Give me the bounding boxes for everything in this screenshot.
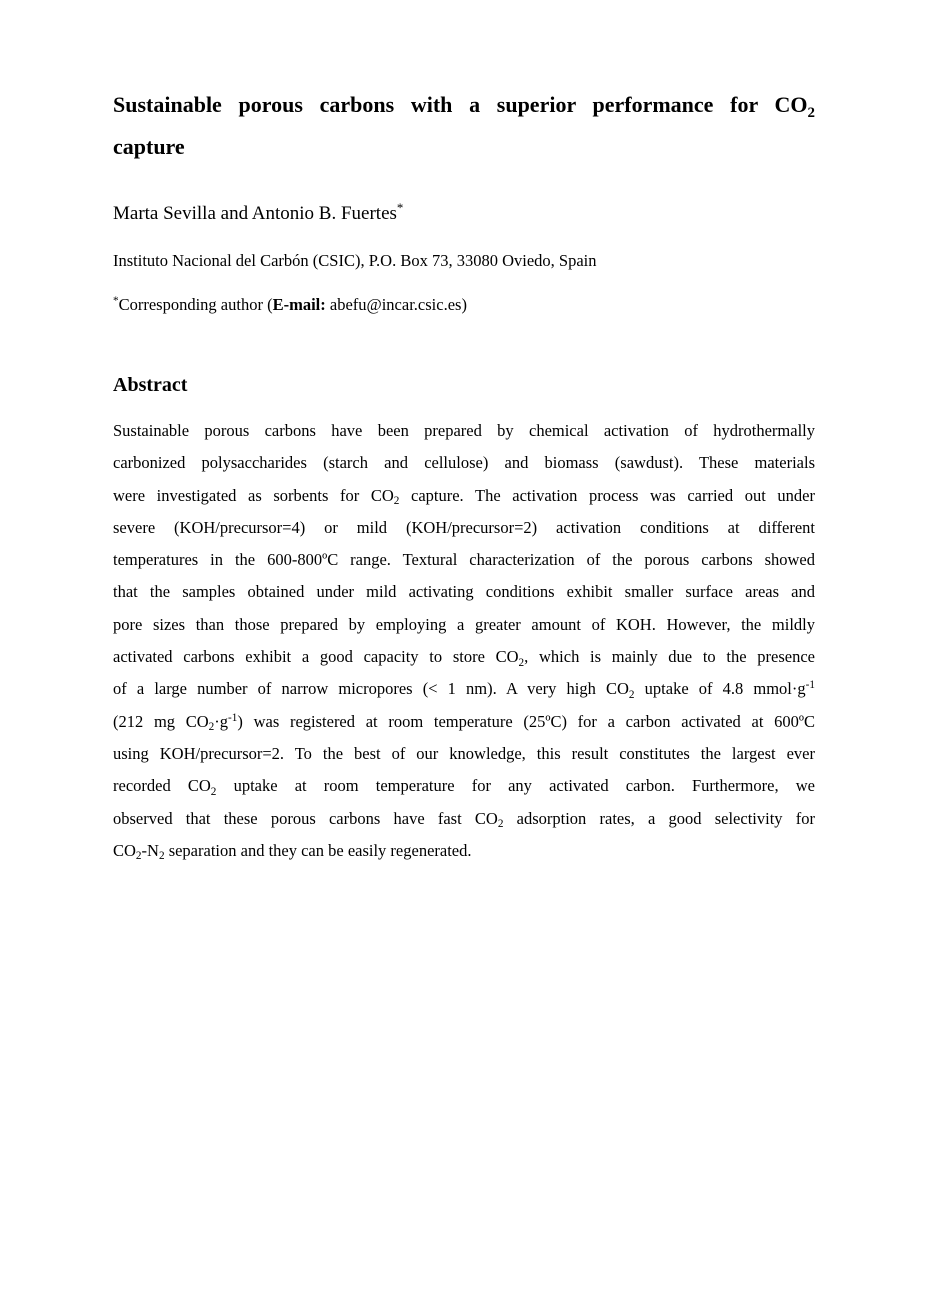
corresponding-author-note [113, 291, 467, 319]
corresponding-author-mark: * [396, 199, 404, 215]
corresponding-note-mark: * [113, 294, 119, 307]
abstract-line [113, 641, 815, 673]
abstract-text: ) was registered at room temperature (25ºC) for a carbon activated at 600ºC [237, 711, 815, 731]
abstract-text: that the samples obtained under mild activating conditions exhibit smaller surface areas and [113, 582, 815, 602]
title-subscript: 2 [807, 104, 815, 121]
author-list [113, 200, 403, 228]
abstract-subscript: 2 [628, 688, 635, 701]
abstract-subscript: 2 [518, 656, 525, 669]
abstract-text: temperatures in the 600-800ºC range. Textural characterization of the porous carbons showed [113, 550, 815, 570]
abstract-text: severe (KOH/precursor=4) or mild (KOH/precursor=2) activation conditions at different [113, 517, 815, 537]
corresponding-note-close: ) [461, 295, 467, 314]
abstract-text: capture. The activation process was carried out under [399, 485, 815, 505]
abstract-line [113, 609, 815, 641]
abstract-text: adsorption rates, a good selectivity for [503, 808, 815, 828]
abstract-supscript: -1 [805, 679, 815, 692]
title-line-1 [113, 84, 815, 126]
abstract-subscript: 2 [393, 495, 400, 508]
abstract-text: carbonized polysaccharides (starch and cellulose) and biomass (sawdust). These materials [113, 453, 815, 473]
abstract-text: uptake of 4.8 mmol·g [634, 679, 806, 699]
abstract-text: CO [113, 840, 136, 860]
corresponding-note-text: Corresponding author ( [118, 295, 273, 314]
abstract-heading: Abstract [113, 374, 188, 396]
abstract-line [113, 770, 815, 802]
abstract-line [113, 738, 815, 770]
abstract-subscript: 2 [208, 721, 215, 734]
abstract-subscript: 2 [497, 818, 504, 831]
abstract-body [113, 415, 815, 867]
abstract-line [113, 803, 815, 835]
paper-title [113, 84, 815, 168]
abstract-line [113, 415, 815, 447]
abstract-text: Sustainable porous carbons have been prepared by chemical activation of hydrothermally [113, 421, 815, 440]
abstract-text: observed that these porous carbons have fast CO [113, 808, 498, 828]
abstract-line [113, 544, 815, 576]
abstract-text: uptake at room temperature for any activated carbon. Furthermore, we [216, 776, 815, 796]
abstract-line [113, 512, 815, 544]
abstract-text: separation and they can be easily regenerated. [164, 840, 472, 860]
email-label: E-mail: [272, 295, 326, 314]
abstract-text: (212 mg CO [113, 711, 209, 731]
abstract-line [113, 706, 815, 738]
abstract-line [113, 480, 815, 512]
abstract-text: -N [141, 840, 159, 860]
abstract-line [113, 835, 815, 867]
abstract-text: were investigated as sorbents for CO [113, 485, 394, 505]
abstract-supscript: -1 [228, 711, 238, 724]
abstract-subscript: 2 [210, 785, 217, 798]
abstract-text: , which is mainly due to the presence [524, 647, 815, 667]
abstract-subscript: 2 [135, 850, 142, 863]
abstract-text: activated carbons exhibit a good capacity to store CO [113, 647, 519, 667]
abstract-text: pore sizes than those prepared by employing a greater amount of KOH. However, the mildly [113, 614, 815, 634]
email-address: abefu@incar.csic.es [329, 295, 462, 314]
affiliation: Instituto Nacional del Carbón (CSIC), P.O. Box 73, 33080 Oviedo, Spain [113, 251, 597, 270]
abstract-text: of a large number of narrow micropores (< 1 nm). A very high CO [113, 679, 629, 699]
abstract-line [113, 673, 815, 705]
abstract-subscript: 2 [158, 850, 165, 863]
abstract-text: using KOH/precursor=2. To the best of our knowledge, this result constitutes the largest ever [113, 743, 815, 763]
abstract-line [113, 447, 815, 479]
title-line-2: capture [113, 134, 185, 159]
abstract-text: recorded CO [113, 776, 211, 796]
author-names: Marta Sevilla and Antonio B. Fuertes [113, 203, 397, 224]
title-line-1-text: Sustainable porous carbons with a superior performance for CO [113, 92, 808, 117]
abstract-text: ·g [214, 711, 229, 731]
abstract-line [113, 576, 815, 608]
